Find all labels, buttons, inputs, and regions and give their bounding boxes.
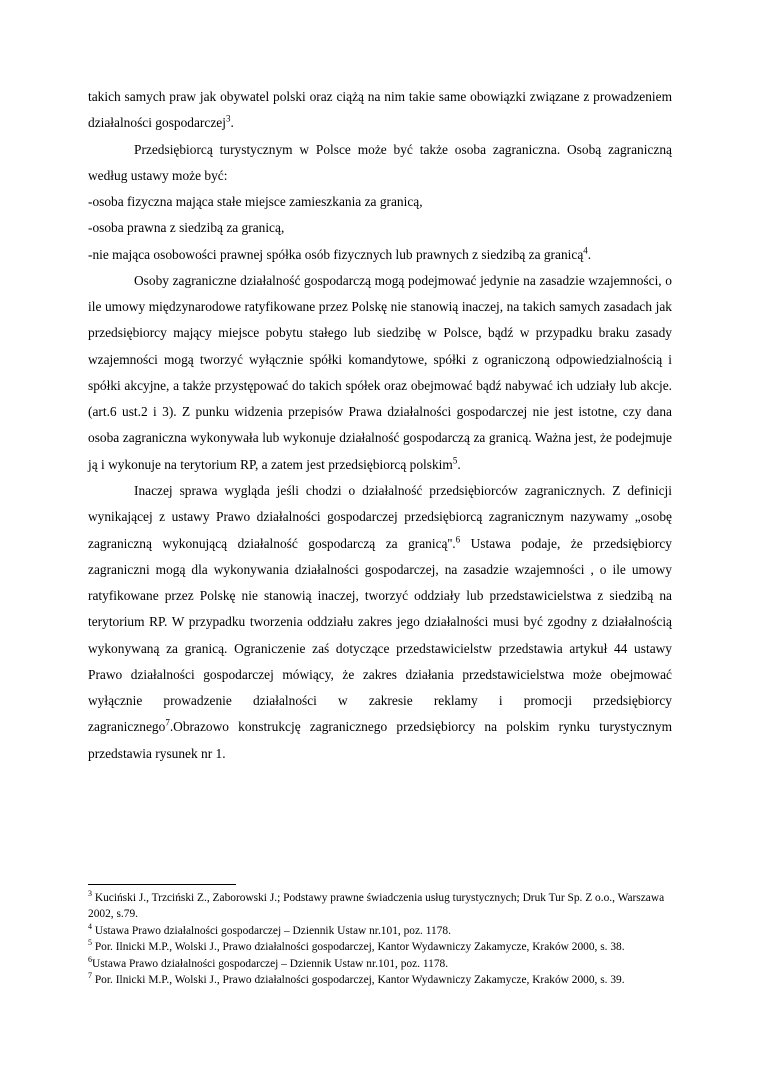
paragraph: [88, 478, 672, 767]
footnote-marker: 3: [88, 889, 92, 899]
footnote-reference[interactable]: 6: [455, 534, 461, 545]
footnote-marker: 7: [88, 971, 92, 981]
text-run: .: [230, 115, 234, 131]
text-run: Osoby zagraniczne działalność gospodarczą mogą podejmować jedynie na zasadzie wzajemności, o ile umowy międzynarodowe ratyfikowane przez Polskę nie stanowią inaczej, na takich samych zasadach jak przedsiębiorcy mający miejsce pobytu stałego lub siedzibę w Polsce, bądź w przypadku braku zasady wzajemności mogą tworzyć wyłącznie spółki komandytowe, spółki z ograniczoną odpowiedzialnością i spółki akcyjne, a także przystępować do takich spółek oraz obejmować bądź nabywać ich udziały lub akcje. (art.6 ust.2 i 3). Z punku widzenia przepisów Prawa działalności gospodarczej nie jest istotne, czy dana osoba zagraniczna wykonywała lub wykonuje działalność gospodarczą za granicą. Ważna jest, że podejmuje ją i wykonuje na terytorium RP, a zatem jest przedsiębiorcą polskim: [88, 272, 672, 472]
footnote-text: Ustawa Prawo działalności gospodarczej – Dziennik Ustaw nr.101, poz. 1178.: [92, 957, 449, 970]
text-run: takich samych praw jak obywatel polski oraz ciążą na nim takie same obowiązki związane z prowadzeniem działalności gospodarczej: [88, 89, 672, 131]
footnotes-section: [88, 884, 672, 989]
footnote-text: Por. Ilnicki M.P., Wolski J., Prawo działalności gospodarczej, Kantor Wydawniczy Zakamycze, Kraków 2000, s. 38.: [92, 941, 625, 954]
text-run: -nie mająca osobowości prawnej spółka osób fizycznych lub prawnych z siedzibą za granicą: [88, 246, 584, 262]
footnote-reference[interactable]: 4: [583, 245, 588, 256]
footnote-item: [88, 956, 672, 972]
footnote-text: Por. Ilnicki M.P., Wolski J., Prawo działalności gospodarczej, Kantor Wydawniczy Zakamycze, Kraków 2000, s. 39.: [92, 974, 625, 987]
footnote-list: [88, 890, 672, 989]
document-body: [88, 84, 672, 767]
paragraph: [88, 242, 672, 268]
paragraph: [88, 189, 672, 215]
text-run: Przedsiębiorcą turystycznym w Polsce może być także osoba zagraniczna. Osobą zagraniczną według ustawy może być:: [88, 141, 672, 183]
footnote-marker: 6: [88, 954, 92, 964]
footnote-separator-rule: [88, 884, 236, 885]
footnote-reference[interactable]: 5: [452, 455, 458, 466]
footnote-item: [88, 972, 672, 988]
text-run: .: [457, 456, 461, 472]
paragraph: [88, 137, 672, 190]
text-run: Inaczej sprawa wygląda jeśli chodzi o działalność przedsiębiorców zagranicznych. Z definicji wynikającej z ustawy Prawo działalności gospodarczej przedsiębiorcą zagranicznym nazywamy „osobę zagraniczną wykonującą działalność gospodarczą za granicą''.: [88, 482, 672, 551]
text-run: -osoba fizyczna mająca stałe miejsce zamieszkania za granicą,: [88, 194, 423, 210]
footnote-item: [88, 923, 672, 939]
paragraph: [88, 84, 672, 137]
footnote-reference[interactable]: 3: [225, 113, 231, 124]
footnote-item: [88, 890, 672, 923]
footnote-marker: 4: [88, 922, 92, 932]
text-run: Ustawa podaje, że przedsiębiorcy zagraniczni mogą dla wykonywania działalności gospodarczej, na zasadzie wzajemności , o ile umowy ratyfikowane przez Polskę nie stanowią inaczej, tworzyć oddziały lub przedstawicielstwa z siedzibą na terytorium RP. W przypadku tworzenia oddziału zakres jego działalności musi być zgodny z działalnością wykonywaną za granicą. Ograniczenie zaś dotyczące przedstawicielstw przedstawia artykuł 44 ustawy Prawo działalności gospodarczej mówiący, że zakres działania przedstawicielstwa może obejmować wyłącznie prowadzenie działalności w zakresie reklamy i promocji przedsiębiorcy zagranicznego: [88, 535, 672, 735]
footnote-marker: 5: [88, 938, 92, 948]
footnote-reference[interactable]: 7: [165, 717, 170, 728]
text-run: .: [587, 246, 592, 262]
footnote-item: [88, 939, 672, 955]
text-run: .Obrazowo konstrukcję zagranicznego przedsiębiorcy na polskim rynku turystycznym przedstawia rysunek nr 1.: [88, 719, 672, 761]
footnote-text: Ustawa Prawo działalności gospodarczej – Dziennik Ustaw nr.101, poz. 1178.: [92, 924, 451, 937]
paragraph: [88, 215, 672, 241]
footnote-text: Kuciński J., Trzciński Z., Zaborowski J.; Podstawy prawne świadczenia usług turystycznych; Druk Tur Sp. Z o.o., Warszawa 2002, s.79.: [88, 892, 665, 921]
text-run: -osoba prawna z siedzibą za granicą,: [88, 220, 285, 236]
paragraph: [88, 268, 672, 478]
